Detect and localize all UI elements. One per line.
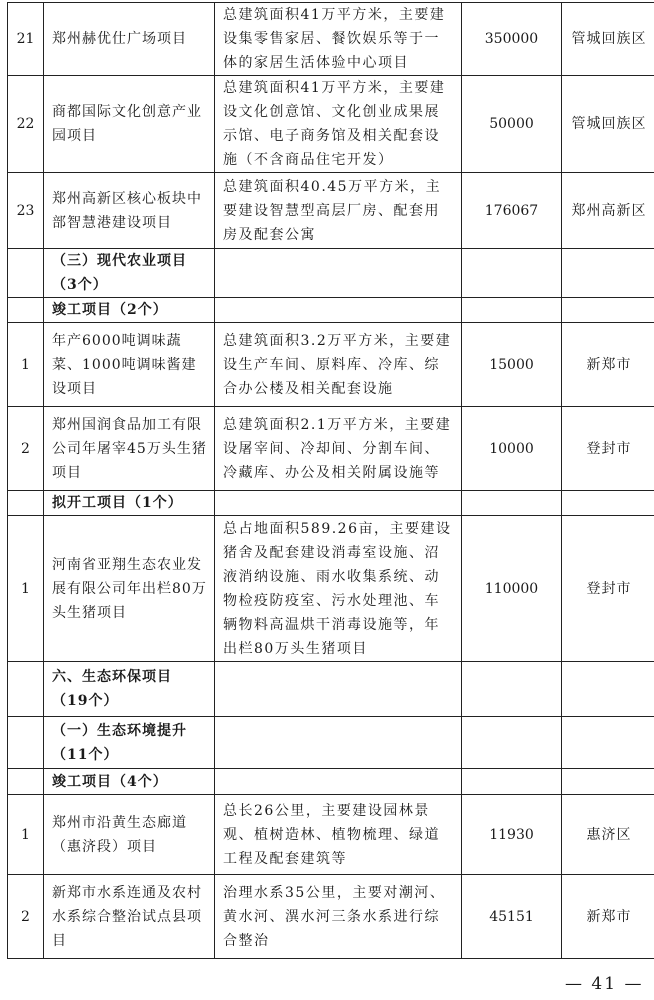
section-heading-row xyxy=(8,662,654,717)
project-description: 治理水系35公里，主要对潮河、黄水河、潩水河三条水系进行综合整治 xyxy=(215,875,462,959)
project-location: 登封市 xyxy=(562,516,654,662)
investment-amount: 176067 xyxy=(462,173,562,249)
table-row xyxy=(8,516,654,662)
section-heading: （一）生态环境提升（11个） xyxy=(44,717,215,769)
project-location: 新郑市 xyxy=(562,323,654,407)
investment-amount: 350000 xyxy=(462,3,562,76)
project-location: 新郑市 xyxy=(562,875,654,959)
project-table xyxy=(7,2,654,959)
project-name: 新郑市水系连通及农村水系综合整治试点县项目 xyxy=(44,875,215,959)
investment-amount: 50000 xyxy=(462,76,562,173)
page-number: — 41 — xyxy=(565,974,644,994)
project-description: 总建筑面积2.1万平方米，主要建设屠宰间、冷却间、分割车间、冷藏库、办公及相关附属设施等 xyxy=(215,407,462,491)
project-name: 郑州赫优仕广场项目 xyxy=(44,3,215,76)
project-name: 郑州国润食品加工有限公司年屠宰45万头生猪项目 xyxy=(44,407,215,491)
investment-amount: 110000 xyxy=(462,516,562,662)
row-number: 21 xyxy=(8,3,44,76)
project-name: 郑州市沿黄生态廊道（惠济段）项目 xyxy=(44,795,215,875)
row-number: 23 xyxy=(8,173,44,249)
project-location: 管城回族区 xyxy=(562,76,654,173)
row-number: 1 xyxy=(8,795,44,875)
row-number: 22 xyxy=(8,76,44,173)
project-location: 惠济区 xyxy=(562,795,654,875)
project-description: 总长26公里，主要建设园林景观、植树造林、植物梳理、绿道工程及配套建筑等 xyxy=(215,795,462,875)
project-location: 登封市 xyxy=(562,407,654,491)
project-name: 河南省亚翔生态农业发展有限公司年出栏80万头生猪项目 xyxy=(44,516,215,662)
section-heading: 拟开工项目（1个） xyxy=(44,491,215,516)
table-row xyxy=(8,795,654,875)
section-heading-row xyxy=(8,769,654,795)
project-location: 管城回族区 xyxy=(562,3,654,76)
investment-amount: 11930 xyxy=(462,795,562,875)
project-location: 郑州高新区 xyxy=(562,173,654,249)
table-row xyxy=(8,875,654,959)
project-description: 总建筑面积41万平方米，主要建设文化创意馆、文化创业成果展示馆、电子商务馆及相关配套设施（不含商品住宅开发） xyxy=(215,76,462,173)
project-name: 年产6000吨调味蔬菜、1000吨调味酱建设项目 xyxy=(44,323,215,407)
section-heading: （三）现代农业项目（3个） xyxy=(44,249,215,298)
section-heading-row xyxy=(8,491,654,516)
project-name: 郑州高新区核心板块中部智慧港建设项目 xyxy=(44,173,215,249)
section-heading: 竣工项目（2个） xyxy=(44,298,215,323)
project-name: 商都国际文化创意产业园项目 xyxy=(44,76,215,173)
row-number: 1 xyxy=(8,516,44,662)
section-heading: 竣工项目（4个） xyxy=(44,769,215,795)
project-description: 总建筑面积40.45万平方米，主要建设智慧型高层厂房、配套用房及配套公寓 xyxy=(215,173,462,249)
row-number: 2 xyxy=(8,875,44,959)
row-number: 1 xyxy=(8,323,44,407)
table-row xyxy=(8,323,654,407)
table-row xyxy=(8,173,654,249)
table-row xyxy=(8,3,654,76)
section-heading-row xyxy=(8,249,654,298)
row-number: 2 xyxy=(8,407,44,491)
investment-amount: 15000 xyxy=(462,323,562,407)
table-row xyxy=(8,76,654,173)
section-heading-row xyxy=(8,717,654,769)
investment-amount: 45151 xyxy=(462,875,562,959)
section-heading: 六、生态环保项目（19个） xyxy=(44,662,215,717)
table-row xyxy=(8,407,654,491)
project-description: 总建筑面积41万平方米，主要建设集零售家居、餐饮娱乐等于一体的家居生活体验中心项目 xyxy=(215,3,462,76)
project-description: 总建筑面积3.2万平方米，主要建设生产车间、原料库、冷库、综合办公楼及相关配套设施 xyxy=(215,323,462,407)
project-description: 总占地面积589.26亩，主要建设猪舍及配套建设消毒室设施、沼液消纳设施、雨水收集系统、动物检疫防疫室、污水处理池、车辆物料高温烘干消毒设施等，年出栏80万头生猪项目 xyxy=(215,516,462,662)
investment-amount: 10000 xyxy=(462,407,562,491)
section-heading-row xyxy=(8,298,654,323)
